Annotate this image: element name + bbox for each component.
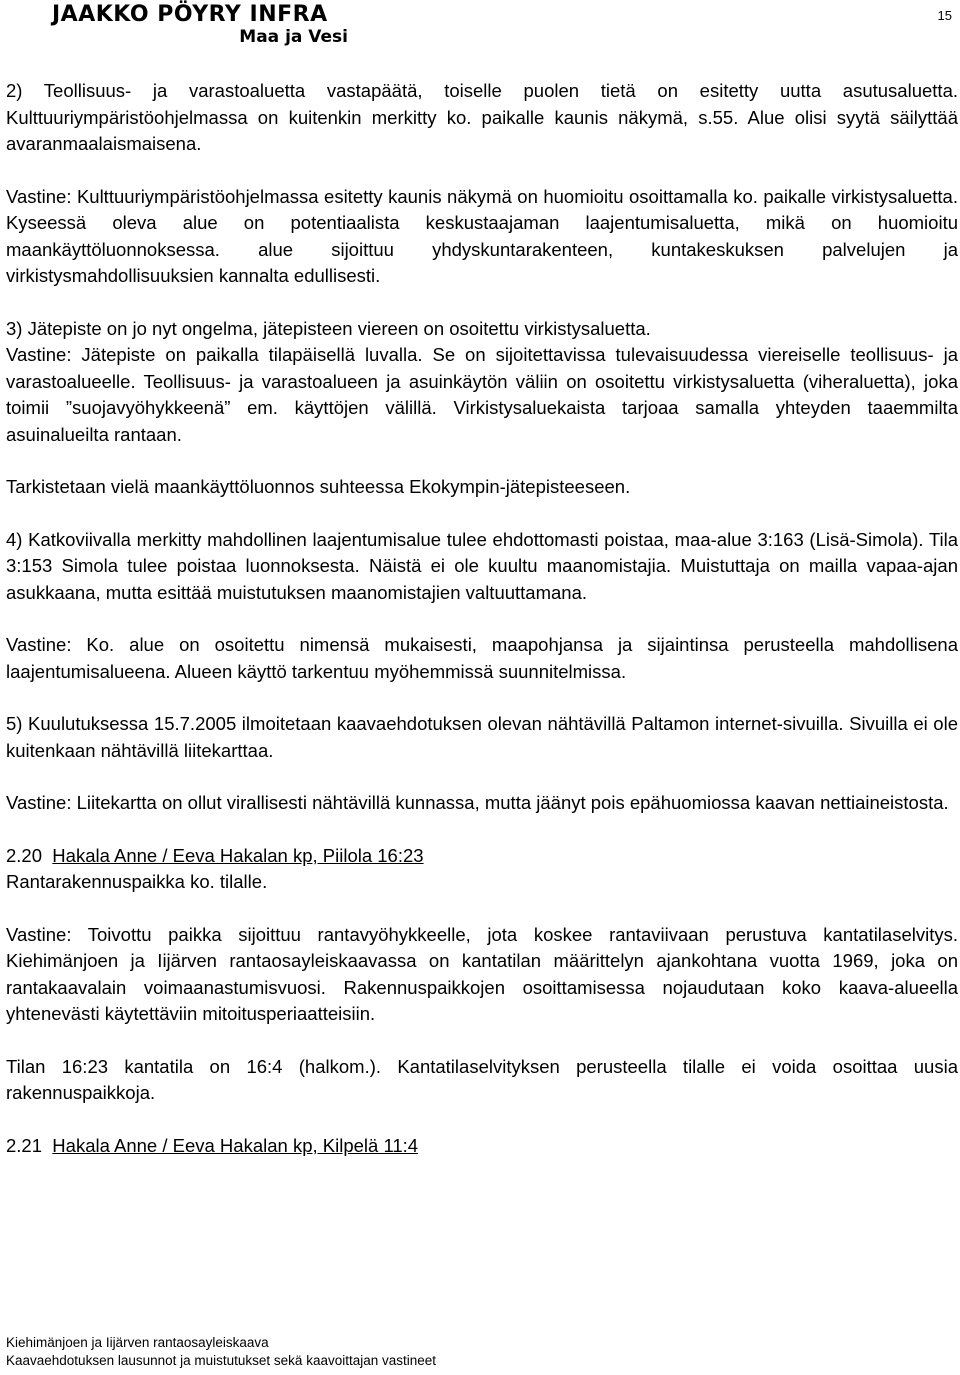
request-paragraph: Rantarakennuspaikka ko. tilalle. <box>6 871 268 892</box>
paragraph-4: 4) Katkoviivalla merkitty mahdollinen laajentumisalue tulee ehdottomasti poistaa, maa-alue 3:163 (Lisä-Simola). Tila 3:153 Simola tulee poistaa luonnoksesta. Näistä ei ole kuultu maanomistajia. Muistuttaja on mailla vapaa-ajan asukkaana, mutta esittää muistutuksen maanomistajien valtuuttamana. <box>6 528 958 603</box>
section-number: 2.21 <box>6 1134 43 1156</box>
conclusion-paragraph: Tilan 16:23 kantatila on 16:4 (halkom.). Kantatilaselvityksen perusteella tilalle ei voida osoittaa uusia rakennuspaikkoja. <box>6 1055 958 1103</box>
section-title: Hakala Anne / Eeva Hakalan kp, Piilola 16:23 <box>52 844 424 866</box>
footer-line-2: Kaavaehdotuksen lausunnot ja muistutukset sekä kaavoittajan vastineet <box>6 1353 437 1368</box>
page-header <box>0 0 960 50</box>
company-logo <box>52 3 352 47</box>
logo-sub-text: Maa ja Vesi <box>239 27 348 47</box>
section-heading-2-20 <box>6 843 958 870</box>
paragraph-1: 2) Teollisuus- ja varastoaluetta vastapäätä, toiselle puolen tietä on esitetty uutta asutusaluetta. Kulttuuriympäristöohjelmassa on kuitenkin merkitty ko. paikalle kaunis näkymä, s.55. Alue olisi syytä säilyttää avaranmaalaismaisena. <box>6 80 958 154</box>
response-paragraph-5: Vastine: Liitekartta on ollut virallisesti nähtävillä kunnassa, mutta jäänyt pois epähuomiossa kaavan nettiaineistosta. <box>6 792 949 813</box>
note-paragraph: Tarkistetaan vielä maankäyttöluonnos suhteessa Ekokympin-jätepisteeseen. <box>6 476 631 497</box>
page-number: 15 <box>937 8 952 23</box>
response-paragraph-1: Vastine: Kulttuuriympäristöohjelmassa esitetty kaunis näkymä on huomioitu osoittamalla ko. paikalle virkistysaluetta. Kyseessä oleva alue on potentiaalista keskustaajaman laajentumisaluetta, mikä on huomioitu maankäyttöluonnoksessa. alue sijoittuu yhdyskuntarakenteen, kuntakeskuksen palvelujen ja virkistysmahdollisuuksien kannalta edullisesti. <box>6 185 958 286</box>
paragraph-5: 5) Kuulutuksessa 15.7.2005 ilmoitetaan kaavaehdotuksen olevan nähtävillä Paltamon internet-sivuilla. Sivuilla ei ole kuitenkaan nähtävillä liitekarttaa. <box>6 713 958 761</box>
logo-main-text: JAAKKO PÖYRY INFRA <box>52 2 328 27</box>
section-title: Hakala Anne / Eeva Hakalan kp, Kilpelä 11:4 <box>52 1134 419 1156</box>
paragraph-3: 3) Jätepiste on jo nyt ongelma, jätepisteen viereen on osoitettu virkistysaluetta. <box>6 317 651 339</box>
document-body <box>6 78 958 1159</box>
response-paragraph-2-20: Vastine: Toivottu paikka sijoittuu rantavyöhykkeelle, jota koskee rantaviivaan perustuva kantatilaselvitys. Kiehimänjoen ja Iijärven rantaosayleiskaavassa on kantatilan määrittelyn ajankohtana vuotta 1969, joka on rantakaavalain voimaanastumisvuosi. Rakennuspaikkojen osoittamisessa nojaudutaan koko kaava-alueella yhtenevästi käytettäviin mitoitusperiaatteisiin. <box>6 923 958 1024</box>
footer-line-1: Kiehimänjoen ja Iijärven rantaosayleiskaava <box>6 1335 269 1350</box>
section-heading-2-21 <box>6 1133 958 1160</box>
response-paragraph-3: Vastine: Jätepiste on paikalla tilapäisellä luvalla. Se on sijoitettavissa tulevaisuudessa viereiselle teollisuus- ja varastoalueelle. Teollisuus- ja varastoalueen ja asuinkäytön väliin on osoitettu virkistysaluetta (viheraluetta), joka toimii ”suojavyöhykkeenä” em. käyttöjen välillä. Virkistysaluekaista tarjoaa samalla yhteyden taaemmilta asuinalueilta rantaan. <box>6 344 958 445</box>
response-paragraph-4: Vastine: Ko. alue on osoitettu nimensä mukaisesti, maapohjansa ja sijaintinsa perusteella mahdollisena laajentumisalueena. Alueen käyttö tarkentuu myöhemmissä suunnitelmissa. <box>6 634 958 682</box>
page-footer <box>6 1334 436 1370</box>
section-number: 2.20 <box>6 844 43 866</box>
